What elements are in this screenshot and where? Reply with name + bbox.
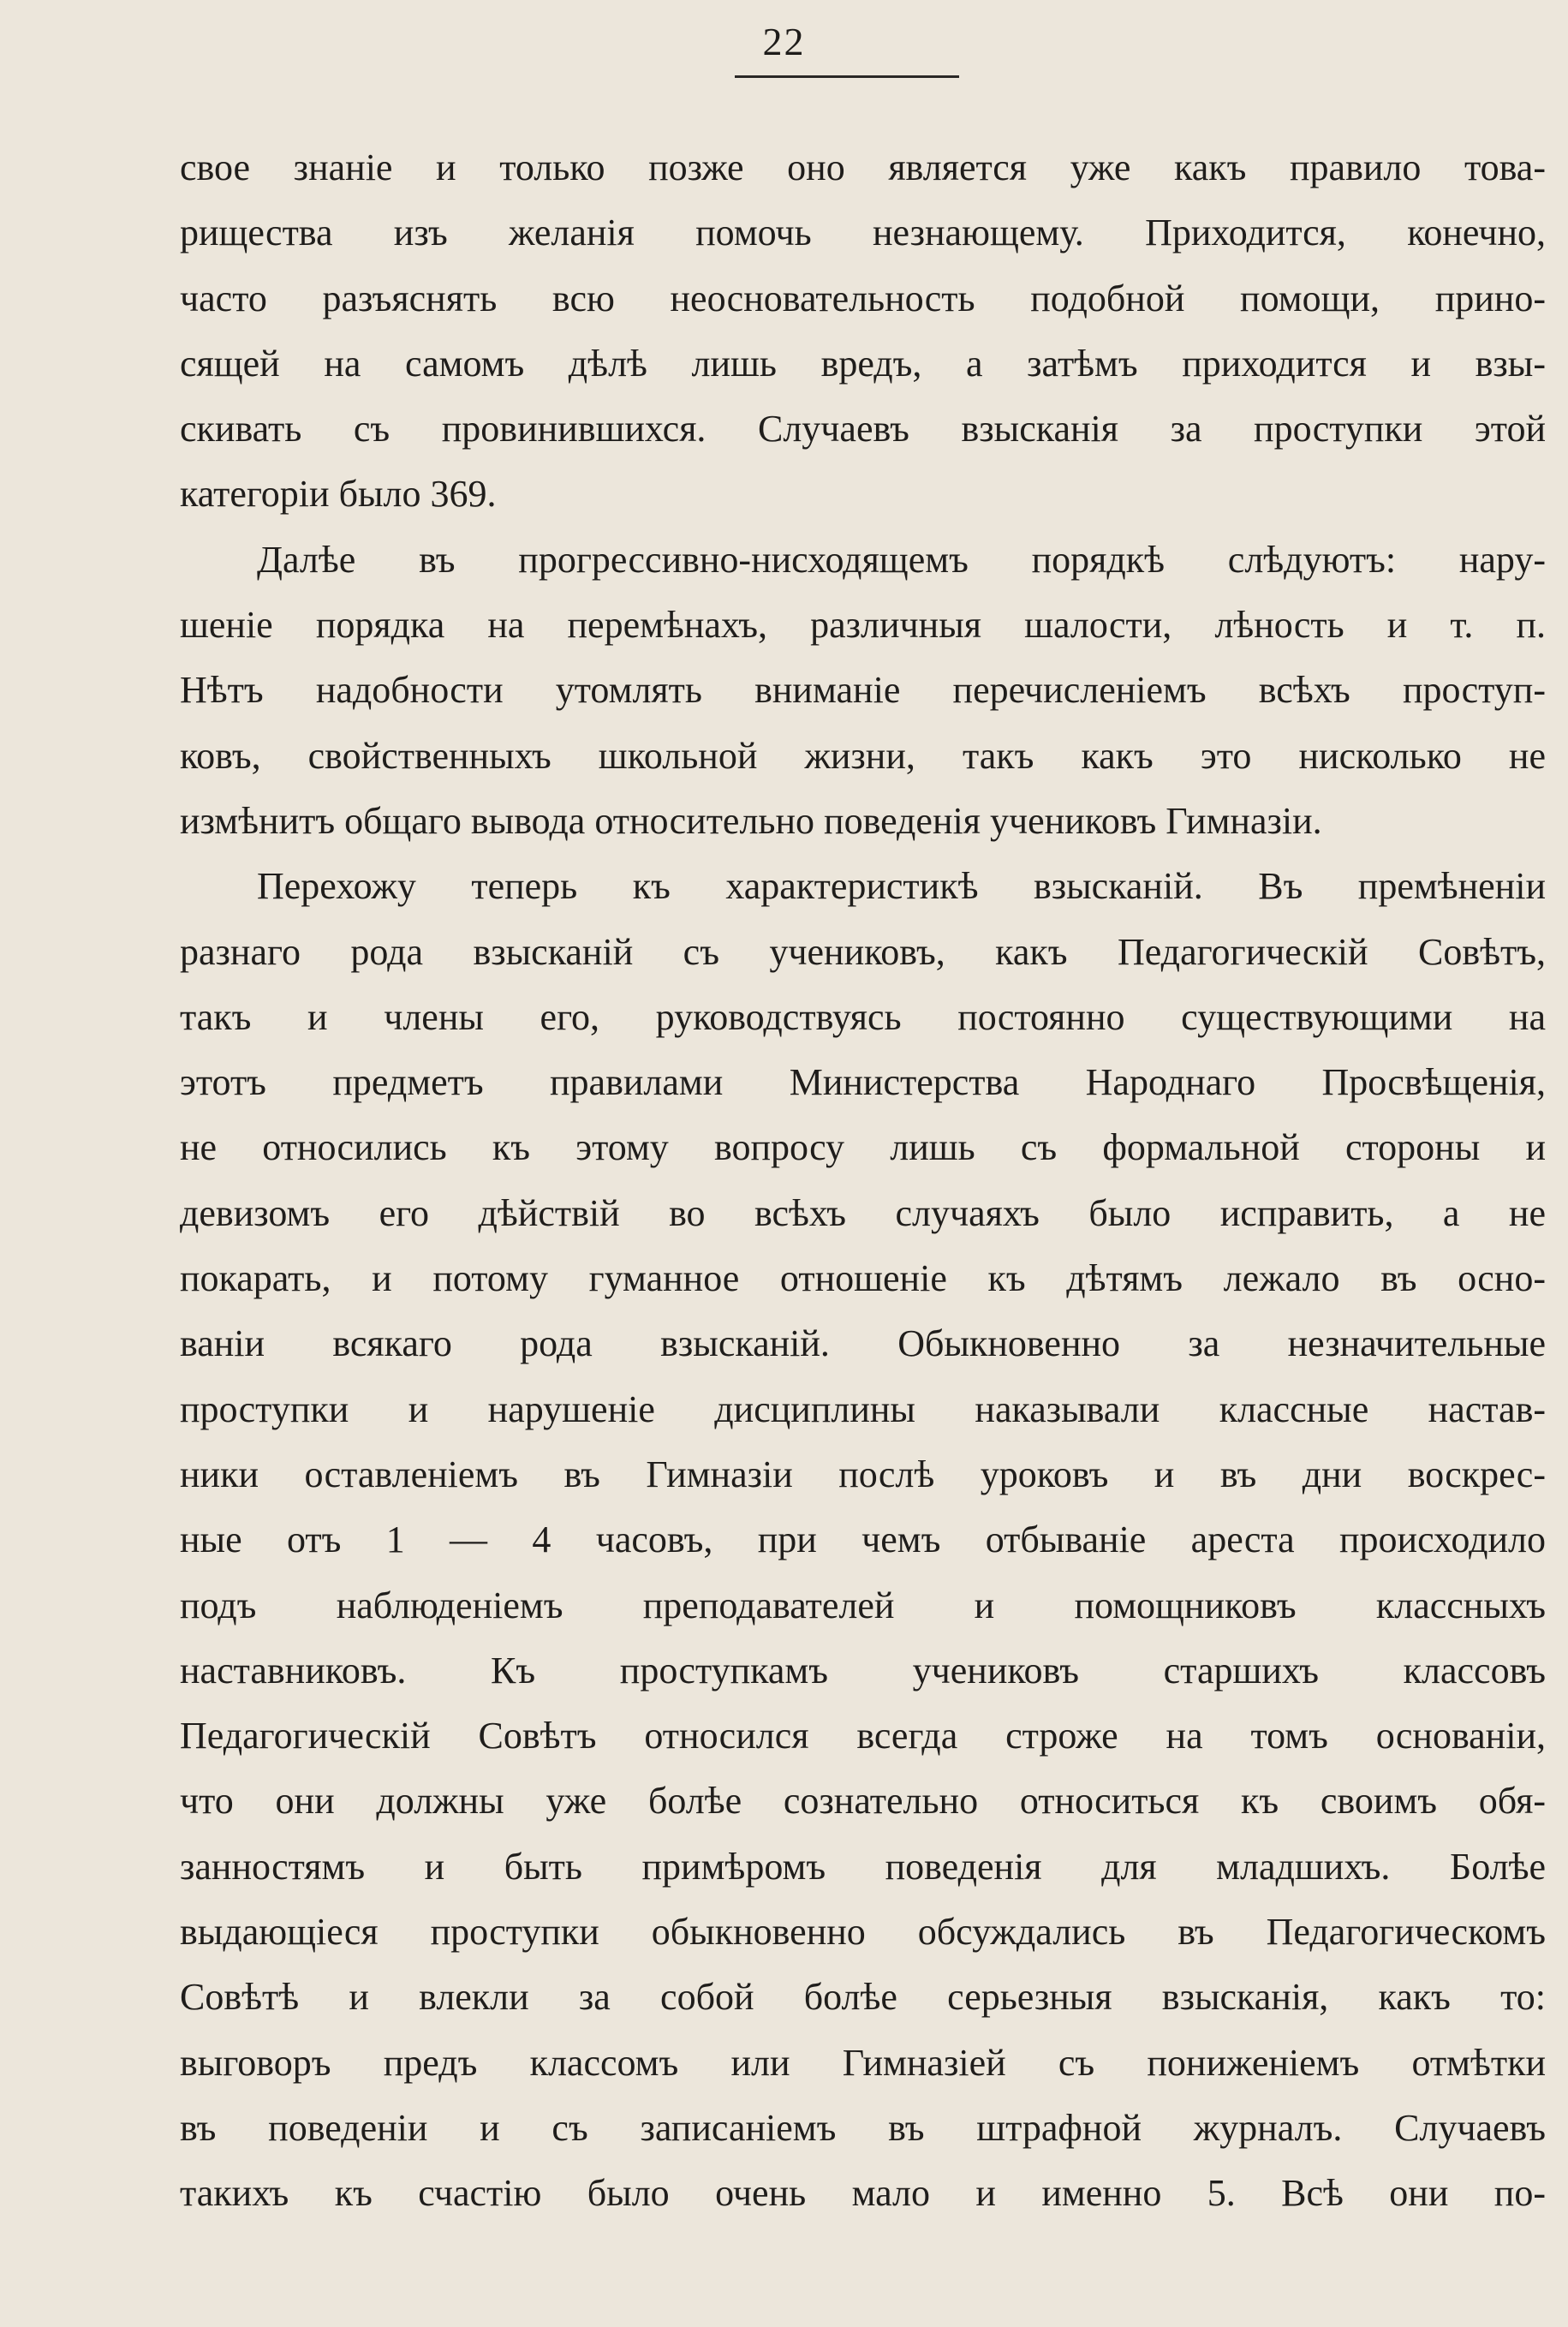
text-line: измѣнитъ общаго вывода относительно поведенія учениковъ Гимназіи.	[180, 799, 1322, 842]
text-line: разнаго рода взысканій съ учениковъ, какъ Педагогическій Совѣтъ,	[180, 930, 1546, 973]
text-line: свое знаніе и только позже оно является уже какъ правило това-	[180, 146, 1546, 188]
text-line: Педагогическій Совѣтъ относился всегда строже на томъ основаніи,	[180, 1715, 1546, 1757]
text-line: занностямъ и быть примѣромъ поведенія для младшихъ. Болѣе	[180, 1845, 1546, 1888]
text-line: ные отъ 1 — 4 часовъ, при чемъ отбываніе ареста происходило	[180, 1519, 1546, 1561]
text-line: Совѣтѣ и влекли за собой болѣе серьезныя взысканія, какъ то:	[180, 1976, 1546, 2019]
text-line: покарать, и потому гуманное отношеніе къ дѣтямъ лежало въ осно-	[180, 1257, 1546, 1300]
text-line: подъ наблюденіемъ преподавателей и помощниковъ классныхъ	[180, 1584, 1546, 1626]
text-line: проступки и нарушеніе дисциплины наказывали классные настав-	[180, 1387, 1546, 1430]
text-line: такъ и члены его, руководствуясь постоянно существующими на	[180, 995, 1546, 1038]
text-line: скивать съ провинившихся. Случаевъ взысканія за проступки этой	[180, 408, 1546, 450]
text-line: ваніи всякаго рода взысканій. Обыкновенно за незначительные	[180, 1322, 1546, 1365]
text-line: девизомъ его дѣйствій во всѣхъ случаяхъ было исправить, а не	[180, 1191, 1546, 1234]
text-line: что они должны уже болѣе сознательно относиться къ своимъ обя-	[180, 1780, 1546, 1823]
header-rule	[735, 75, 959, 78]
body-text	[180, 135, 1546, 2227]
text-line: ники оставленіемъ въ Гимназіи послѣ уроковъ и въ дни воскрес-	[180, 1453, 1546, 1495]
text-line: выговоръ предъ классомъ или Гимназіей съ пониженіемъ отмѣтки	[180, 2041, 1546, 2084]
text-line: наставниковъ. Къ проступкамъ учениковъ старшихъ классовъ	[180, 1649, 1546, 1692]
text-line: сящей на самомъ дѣлѣ лишь вредъ, а затѣмъ приходится и взы-	[180, 342, 1546, 385]
text-line: Перехожу теперь къ характеристикѣ взысканій. Въ премѣненіи	[257, 865, 1546, 908]
text-line: выдающіеся проступки обыкновенно обсуждались въ Педагогическомъ	[180, 1911, 1546, 1954]
text-line: ковъ, свойственныхъ школьной жизни, такъ какъ это нисколько не	[180, 734, 1546, 777]
text-line: рищества изъ желанія помочь незнающему. Приходится, конечно,	[180, 212, 1546, 254]
text-line: этотъ предметъ правилами Министерства Народнаго Просвѣщенія,	[180, 1061, 1546, 1104]
text-line: Нѣтъ надобности утомлять вниманіе перечисленіемъ всѣхъ проступ-	[180, 669, 1546, 712]
text-line: Далѣе въ прогрессивно-нисходящемъ порядкѣ слѣдуютъ: нару-	[257, 538, 1546, 581]
text-line: категоріи было 369.	[180, 473, 497, 516]
text-line: такихъ къ счастію было очень мало и именно 5. Всѣ они по-	[180, 2172, 1546, 2215]
text-line: шеніе порядка на перемѣнахъ, различныя шалости, лѣность и т. п.	[180, 604, 1546, 647]
page-number: 22	[762, 20, 806, 63]
text-line: не относились къ этому вопросу лишь съ формальной стороны и	[180, 1126, 1546, 1169]
text-line: часто разъяснять всю неосновательность подобной помощи, прино-	[180, 277, 1546, 319]
text-line: въ поведеніи и съ записаніемъ въ штрафной журналъ. Случаевъ	[180, 2106, 1546, 2149]
